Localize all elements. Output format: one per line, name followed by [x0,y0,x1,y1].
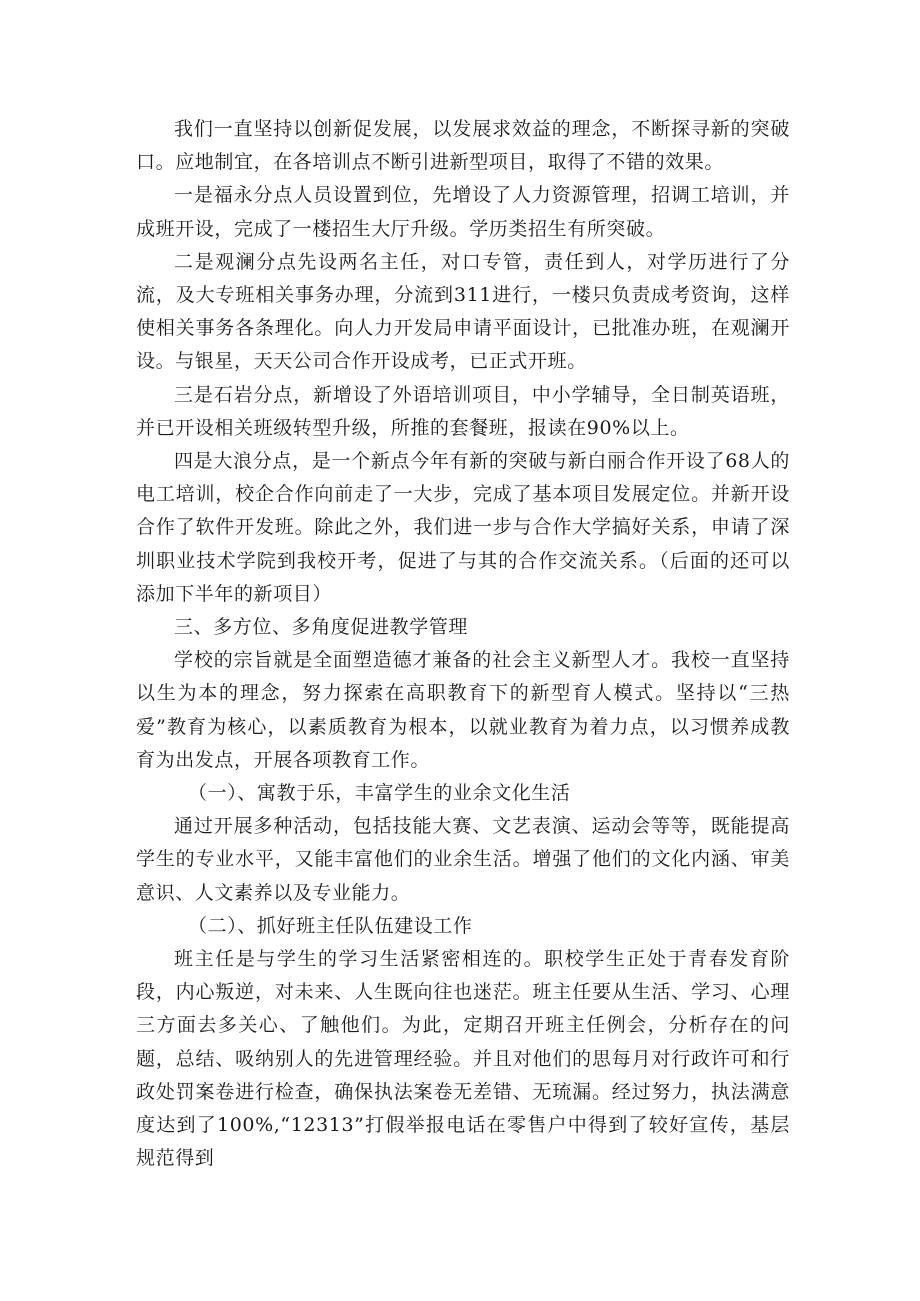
subheading-cultural-life: （一）、寓教于乐，丰富学生的业余文化生活 [188,782,571,805]
document-body [136,113,790,1176]
subheading-head-teachers: （二）、抓好班主任队伍建设工作 [188,914,473,937]
paragraph-school-mission: 学校的宗旨就是全面塑造德才兼备的社会主义新型人才。我校一直坚持以生为本的理念，努力探索在高职教育下的新型育人模式。坚持以“三热爱”教育为核心，以素质教育为根本，以就业教育为着力点，以习惯养成教育为出发点，开展各项教育工作。 [136,649,790,771]
paragraph-head-teacher-work: 班主任是与学生的学习生活紧密相连的。职校学生正处于青春发育阶段，内心叛逆，对未来、人生既向往也迷茫。班主任要从生活、学习、心理三方面去多关心、了触他们。为此，定期召开班主任例会，分析存在的问题，总结、吸纳别人的先进管理经验。并且对他们的思每月对行政许可和行政处罚案卷进行检查，确保执法案卷无差错、无琉漏。经过努力，执法满意度达到了100%,“12313”打假举报电话在零售户中得到了较好宣传，基层规范得到 [136,948,790,1170]
paragraph-dalang-branch: 四是大浪分点，是一个新点今年有新的突破与新白丽合作开设了68人的电工培训，校企合作向前走了一大步，完成了基本项目发展定位。并新开设合作了软件开发班。除此之外，我们进一步与合作大学搞好关系，申请了深圳职业技术学院到我校开考，促进了与其的合作交流关系。（后面的还可以添加下半年的新项目） [136,450,790,605]
paragraph-shiyan-branch: 三是石岩分点，新增设了外语培训项目，中小学辅导，全日制英语班，并已开设相关班级转型升级，所推的套餐班，报读在90%以上。 [136,383,790,439]
paragraph-activities: 通过开展多种活动，包括技能大赛、文艺表演、运动会等等，既能提高学生的专业水平，又能丰富他们的业余生活。增强了他们的文化内涵、审美意识、人文素养以及专业能力。 [136,815,790,904]
paragraph-guanlan-branch: 二是观澜分点先设两名主任，对口专管，责任到人，对学历进行了分流，及大专班相关事务办理，分流到311进行，一楼只负责成考资询，这样使相关事务各条理化。向人力开发局申请平面设计，已批准办班，在观澜开设。与银星，天天公司合作开设成考，已正式开班。 [136,250,790,373]
paragraph-fuyong-branch: 一是福永分点人员设置到位，先增设了人力资源管理，招调工培训，并成班开设，完成了一楼招生大厅升级。学历类招生有所突破。 [136,184,790,240]
paragraph-innovation-intro: 我们一直坚持以创新促发展，以发展求效益的理念，不断探寻新的突破口。应地制宜，在各培训点不断引进新型项目，取得了不错的效果。 [136,118,790,174]
section-heading-teaching-management: 三、多方位、多角度促进教学管理 [174,616,469,639]
